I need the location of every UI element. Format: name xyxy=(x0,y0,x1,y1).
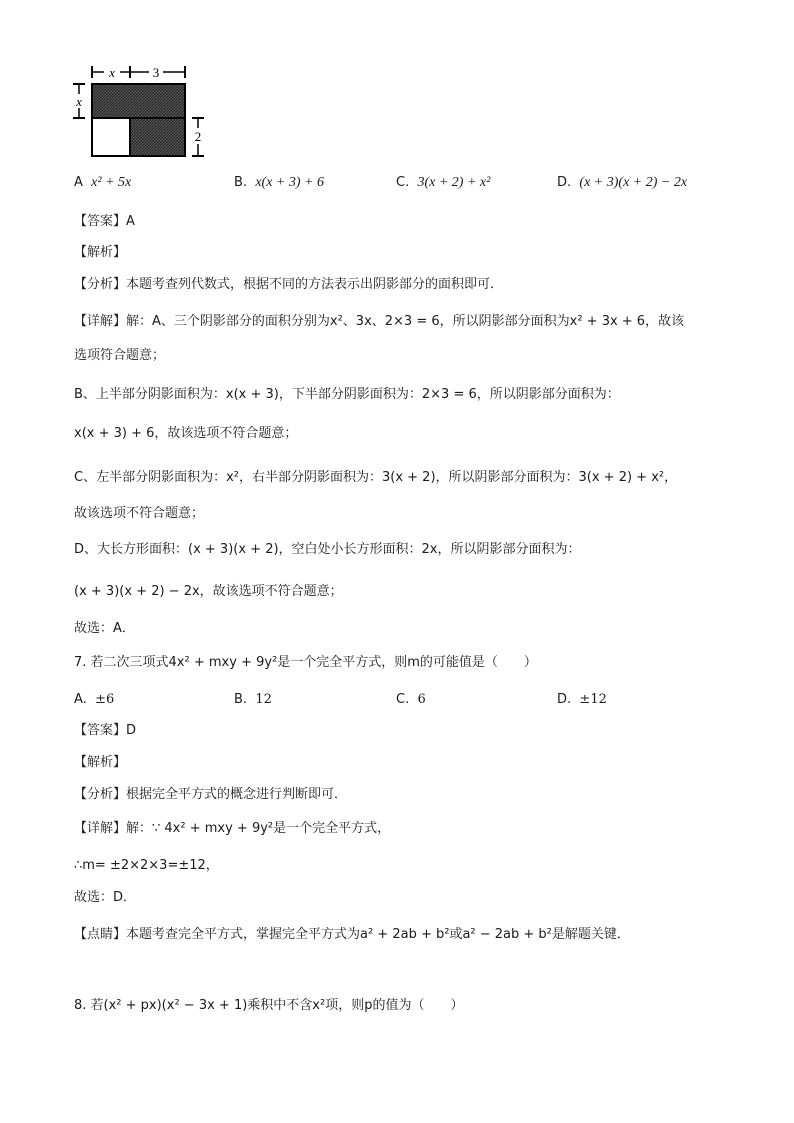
q7-option-b: B. 12 xyxy=(234,692,272,707)
q7-option-a: A. ±6 xyxy=(74,692,115,707)
q6-option-b: B. x(x + 3) + 6 xyxy=(234,175,324,190)
q6-option-a: A x² + 5x xyxy=(74,175,132,190)
q6-fenxi: 【分析】本题考查列代数式，根据不同的方法表示出阴影部分的面积即可． xyxy=(74,277,504,292)
q7-option-c: C. 6 xyxy=(396,692,426,707)
q6-option-b-explain-1: B、上半部分阴影面积为：x(x + 3)，下半部分阴影面积为：2×3 = 6，所以阴影部分面积为： xyxy=(74,387,620,402)
q7-fenxi: 【分析】根据完全平方式的概念进行判断即可． xyxy=(74,787,348,802)
q8-stem: 8. 若(x² + px)(x² − 3x + 1)乘积中不含x²项，则p的值为（ ） xyxy=(74,998,464,1013)
q7-option-d: D. ±12 xyxy=(557,692,607,707)
area-figure xyxy=(70,62,205,162)
top-shaded-region xyxy=(92,84,185,118)
q6-detail-line-2: 选项符合题意； xyxy=(74,348,166,363)
q6-option-d: D. (x + 3)(x + 2) − 2x xyxy=(557,175,688,190)
blank-rectangle xyxy=(92,118,130,156)
label-x-side: x xyxy=(76,94,82,109)
q7-detail: 【详解】解：∵ 4x² + mxy + 9y²是一个完全平方式， xyxy=(74,821,391,836)
label-2: 2 xyxy=(194,129,202,144)
q7-answer: 【答案】D xyxy=(74,723,137,738)
q7-analysis-heading: 【解析】 xyxy=(74,755,127,770)
q6-option-b-explain-2: x(x + 3) + 6，故该选项不符合题意； xyxy=(74,426,298,441)
q7-stem: 7. 若二次三项式4x² + mxy + 9y²是一个完全平方式，则m的可能值是（ ） xyxy=(74,655,537,670)
q6-option-c: C. 3(x + 2) + x² xyxy=(396,175,491,190)
label-x-top: x xyxy=(109,65,115,80)
q6-option-c-explain-2: 故该选项不符合题意； xyxy=(74,506,205,521)
q6-option-c-explain-1: C、左半部分阴影面积为：x²，右半部分阴影面积为：3(x + 2)，所以阴影部分面积为：3(x + 2) + x²， xyxy=(74,470,678,485)
q6-option-d-explain-1: D、大长方形面积：(x + 3)(x + 2)，空白处小长方形面积：2x，所以阴影部分面积为： xyxy=(74,542,581,557)
q6-analysis-heading: 【解析】 xyxy=(74,245,127,260)
q7-therefore: ∴m= ±2×2×3=±12， xyxy=(74,858,219,873)
q6-answer: 【答案】A xyxy=(74,214,135,229)
q6-detail-line-1: 【详解】解：A、三个阴影部分的面积分别为x²、3x、2×3 = 6，所以阴影部分面积为x² + 3x + 6，故该 xyxy=(74,314,685,329)
q6-conclusion: 故选：A． xyxy=(74,621,135,636)
q7-conclusion: 故选：D． xyxy=(74,890,137,905)
q6-option-d-explain-2: (x + 3)(x + 2) − 2x，故该选项不符合题意； xyxy=(74,584,343,599)
label-3: 3 xyxy=(152,65,160,80)
bottom-shaded-region xyxy=(130,118,185,156)
q7-dianjing: 【点睛】本题考查完全平方式，掌握完全平方式为a² + 2ab + b²或a² − 2ab + b²是解题关键． xyxy=(74,927,630,942)
